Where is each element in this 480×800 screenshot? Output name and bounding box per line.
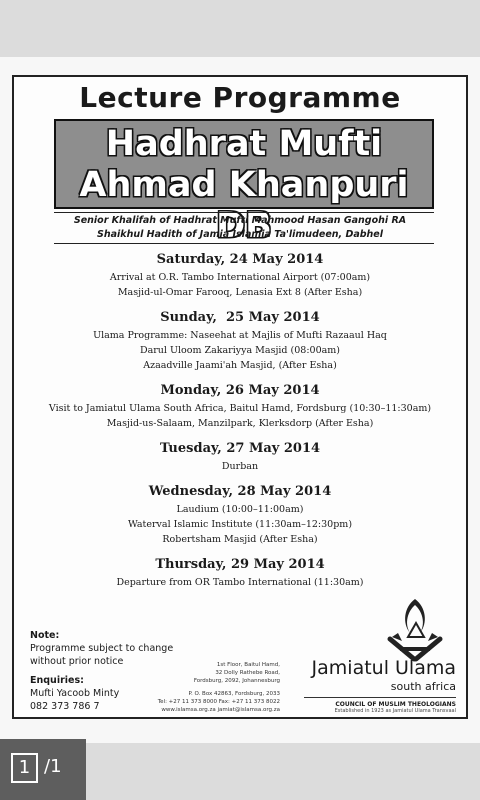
org-council: COUNCIL OF MUSLIM THEOLOGIANS <box>335 701 456 708</box>
day-block <box>14 483 466 547</box>
subtitle-line2: Shaikhul Hadith of Jamia Islamia Ta'limudeen, Dabhel <box>97 229 383 240</box>
address-line: Fordsburg, 2092, Johannesburg <box>193 678 280 684</box>
day-line: Azaadville Jaami'ah Masjid, (After Esha) <box>143 360 337 371</box>
enquiries-name: Mufti Yacoob Minty <box>30 688 120 699</box>
org-name: Jamiatul Ulama <box>311 657 456 679</box>
day-line: Masjid-ul-Omar Farooq, Lenasia Ext 8 (After Esha) <box>117 287 363 298</box>
day-line: Laudium (10:00–11:00am) <box>176 504 304 515</box>
day-line: Darul Uloom Zakariyya Masjid (08:00am) <box>139 345 340 356</box>
address-line: 1st Floor, Baitul Hamd, <box>216 662 280 668</box>
total-pages-label: /1 <box>44 756 62 777</box>
top-bar <box>0 0 480 57</box>
address-line: 32 Dolly Rathebe Road, <box>215 670 280 676</box>
address-line: www.islamsa.org.za jamiat@islamsa.org.za <box>161 707 280 713</box>
org-subtitle: south africa <box>390 680 456 693</box>
speaker-name-line2: Ahmad Khanpuri DB <box>79 165 409 246</box>
divider <box>54 212 434 213</box>
day-line: Masjid-us-Salaam, Manzilpark, Klerksdorp (After Esha) <box>106 418 374 429</box>
enquiries-phone: 082 373 786 7 <box>30 701 100 712</box>
day-line: Robertsham Masjid (After Esha) <box>162 534 318 545</box>
speaker-subtitle <box>14 214 466 242</box>
day-line: Waterval Islamic Institute (11:30am–12:30pm) <box>127 519 353 530</box>
poster-page <box>12 75 468 719</box>
page-indicator[interactable] <box>0 739 86 800</box>
day-block <box>14 382 466 431</box>
day-line: Durban <box>221 461 259 472</box>
address-line: Tel: +27 11 373 8000 Fax: +27 11 373 8022 <box>157 699 280 705</box>
poster-title: Lecture Programme <box>79 81 401 114</box>
day-heading: Monday, 26 May 2014 <box>160 383 320 398</box>
address-line: P. O. Box 42863, Fordsburg, 2033 <box>188 691 280 697</box>
day-heading: Wednesday, 28 May 2014 <box>148 484 332 499</box>
day-line: Visit to Jamiatul Ulama South Africa, Baitul Hamd, Fordsburg (10:30–11:30am) <box>48 403 432 414</box>
day-block <box>14 309 466 373</box>
note-line: Programme subject to change <box>30 643 174 654</box>
day-line: Departure from OR Tambo International (11:30am) <box>116 577 364 588</box>
org-established: Established in 1923 as Jamiatul Ulama Transvaal <box>334 708 456 714</box>
day-line: Ulama Programme: Naseehat at Majlis of Mufti Razaaul Haq <box>93 330 387 341</box>
contact-address <box>154 661 280 714</box>
day-block <box>14 440 466 474</box>
note-block <box>30 629 173 713</box>
day-block <box>14 251 466 300</box>
day-heading: Thursday, 29 May 2014 <box>155 557 325 572</box>
current-page-box[interactable]: 1 <box>11 753 38 783</box>
divider <box>54 243 434 244</box>
day-heading: Saturday, 24 May 2014 <box>156 252 324 267</box>
speaker-name-line1: Hadhrat Mufti <box>105 124 383 164</box>
divider <box>304 697 456 698</box>
day-block <box>14 556 466 590</box>
day-line: Arrival at O.R. Tambo International Airport (07:00am) <box>109 272 371 283</box>
note-line: without prior notice <box>30 656 124 667</box>
day-heading: Sunday, 25 May 2014 <box>160 310 320 325</box>
enquiries-label: Enquiries: <box>30 675 84 686</box>
lecture-schedule <box>14 251 466 599</box>
jamiatul-ulama-emblem-icon <box>380 593 450 665</box>
subtitle-line1: Senior Khalifah of Hadhrat Mufti Mahmood Hasan Gangohi RA <box>73 215 407 226</box>
day-heading: Tuesday, 27 May 2014 <box>159 441 321 456</box>
note-label: Note: <box>30 630 60 641</box>
